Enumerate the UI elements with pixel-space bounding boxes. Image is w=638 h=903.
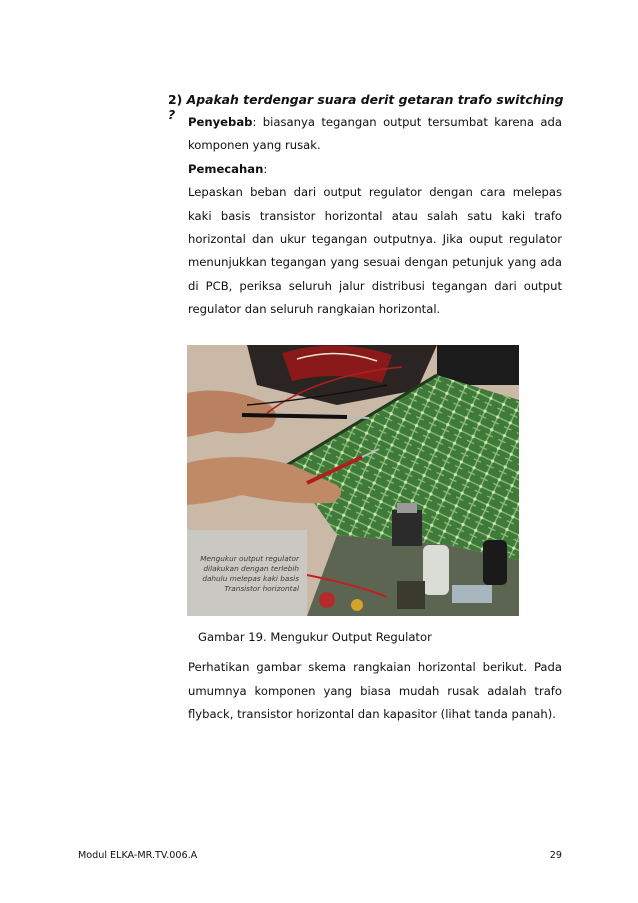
question-number: 2) [168, 92, 183, 107]
pcb-measurement-photo [187, 345, 519, 616]
page-footer [78, 850, 562, 861]
footer-module: Modul ELKA-MR.TV.006.A [78, 850, 198, 861]
solution-label: Pemecahan [188, 161, 264, 176]
inset-label-line-3: dahulu melepas kaki basis [202, 574, 299, 583]
footer-page-number: 29 [549, 850, 562, 861]
solution-heading [188, 158, 562, 181]
cause-label: Penyebab [188, 115, 253, 129]
inset-label-line-2: dilakukan dengan terlebih [203, 564, 299, 573]
figure-caption: Gambar 19. Mengukur Output Regulator [198, 630, 432, 644]
figure-photo [187, 345, 519, 616]
cause-text: : biasanya tegangan output tersumbat karena ada komponen yang rusak. [188, 115, 562, 153]
question-title: Apakah terdengar suara derit getaran trafo switching ? [168, 92, 564, 122]
answer-block [188, 111, 562, 322]
inset-label-line-4: Transistor horizontal [224, 584, 299, 593]
paragraph-2: Perhatikan gambar skema rangkaian horizontal berikut. Pada umumnya komponen yang biasa mudah rusak adalah trafo flyback, transistor horizontal dan kapasitor (lihat tanda panah). [188, 660, 562, 722]
solution-colon: : [263, 161, 268, 176]
cause-paragraph [188, 111, 562, 158]
solution-text: Lepaskan beban dari output regulator dengan cara melepas kaki basis transistor horizontal atau salah satu kaki trafo horizontal dan ukur tegangan outputnya. Jika ouput regulator menunjukkan tegangan yang sesuai dengan petunjuk yang ada di PCB, periksa seluruh jalur distribusi tegangan dari output regulator dan seluruh rangkaian horizontal. [188, 185, 562, 317]
inset-label-line-1: Mengukur output regulator [200, 554, 299, 563]
